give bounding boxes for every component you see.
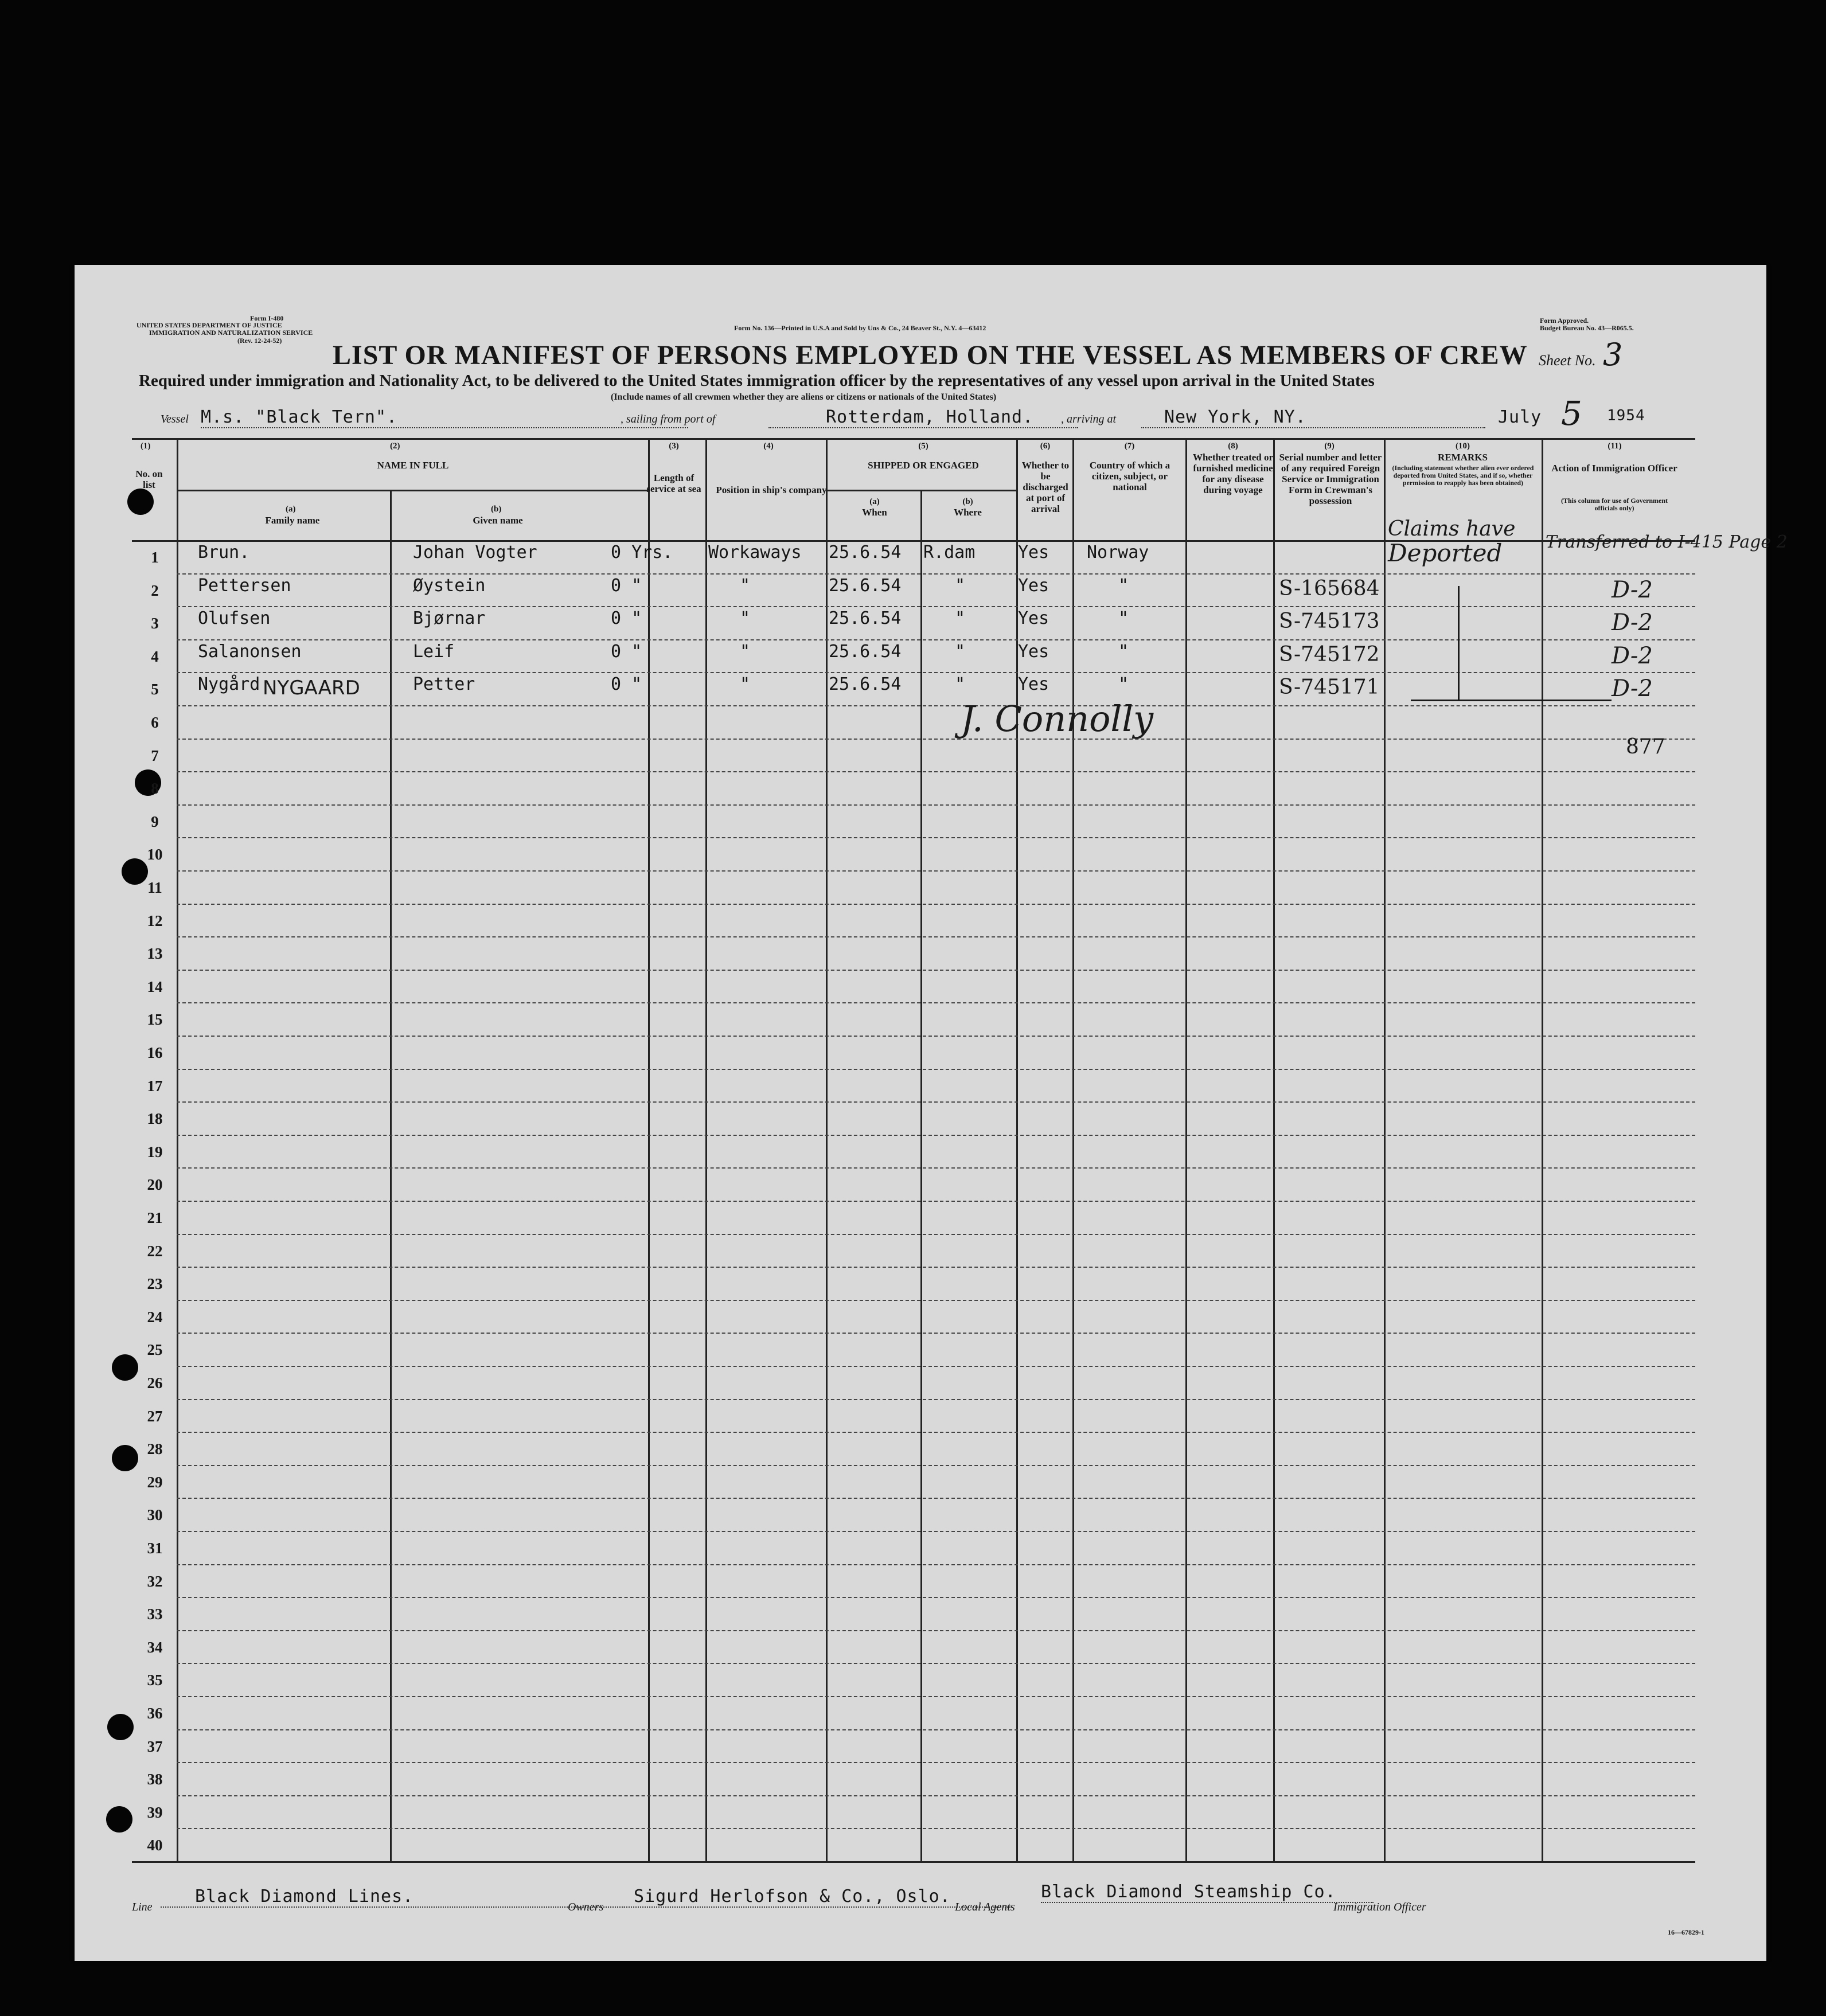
given-name-cell: Øystein	[413, 575, 486, 596]
revision: (Rev. 12-24-52)	[237, 337, 282, 345]
sheet-label: Sheet No.	[1539, 352, 1596, 369]
arrival-day: 5	[1561, 394, 1582, 433]
service-cell: 0 "	[611, 641, 642, 662]
punch-hole	[107, 1714, 134, 1740]
col4-number: (4)	[763, 442, 774, 451]
form-subtitle: Required under immigration and Nationality Act, to be delivered to the United States immigration officer by the representatives of any vessel upon arrival in the United States	[139, 372, 1375, 390]
column-rule	[1542, 438, 1543, 1861]
row-number: 20	[147, 1176, 163, 1194]
row-dotted-rule	[177, 1531, 1695, 1532]
vessel-name: M.s. "Black Tern".	[201, 407, 688, 428]
column-rule	[826, 438, 828, 1861]
row-dotted-rule	[177, 1432, 1695, 1433]
column-rule	[390, 490, 392, 1861]
column-rule	[1185, 438, 1187, 1861]
column-rule	[705, 438, 707, 1861]
port-to: New York, NY.	[1141, 407, 1485, 428]
col11-number: (11)	[1607, 442, 1622, 451]
row-dotted-rule	[177, 705, 1695, 706]
service-cell: 0 "	[611, 608, 642, 629]
row-number: 16	[147, 1044, 163, 1061]
budget-bureau: Budget Bureau No. 43—R065.5.	[1540, 324, 1634, 332]
action-cell: D-2	[1612, 642, 1653, 669]
row-number: 9	[151, 812, 159, 830]
form-approved: Form Approved.	[1540, 317, 1589, 325]
col8-number: (8)	[1228, 442, 1238, 451]
service-cell: 0 "	[611, 575, 642, 596]
row-dotted-rule	[177, 970, 1695, 971]
action-cell: D-2	[1612, 675, 1653, 702]
row-dotted-rule	[177, 672, 1695, 673]
col9-number: (9)	[1324, 442, 1335, 451]
row-dotted-rule	[177, 1828, 1695, 1829]
row-number: 37	[147, 1737, 163, 1755]
arrival-month: July	[1498, 407, 1542, 427]
shipped-where-cell: "	[955, 608, 966, 629]
col2a-number: (a)	[286, 505, 296, 514]
form-note: (Include names of all crewmen whether they are aliens or citizens or nationals of the United States)	[611, 392, 997, 402]
line-name: Black Diamond Lines.	[161, 1886, 637, 1908]
position-cell: Workaways	[708, 542, 802, 562]
column-rule	[1273, 438, 1275, 1861]
col1-number: (1)	[141, 442, 151, 451]
row-dotted-rule	[177, 904, 1695, 905]
col2a-header: Family name	[265, 515, 320, 526]
position-cell: "	[740, 608, 751, 629]
row-dotted-rule	[177, 804, 1695, 806]
row-number: 31	[147, 1540, 163, 1557]
row-dotted-rule	[177, 771, 1695, 772]
country-cell: "	[1118, 641, 1129, 662]
col5b-header: Where	[954, 507, 982, 518]
manifest-sheet	[75, 265, 1788, 1961]
row-dotted-rule	[177, 1300, 1695, 1301]
name-subheader-rule	[178, 490, 648, 491]
handwritten-nygaard: NYGAARD	[263, 677, 360, 700]
shipped-where-cell: "	[955, 575, 966, 596]
shipped-when-cell: 25.6.54	[829, 674, 902, 695]
row-number: 12	[147, 912, 163, 929]
row-number: 11	[147, 879, 162, 896]
discharged-cell: Yes	[1018, 575, 1049, 596]
service-cell: 0 "	[611, 674, 642, 695]
row-number: 34	[147, 1638, 163, 1656]
discharged-cell: Yes	[1018, 608, 1049, 629]
column-rule	[920, 490, 922, 1861]
col10-number: (10)	[1456, 442, 1470, 451]
row-dotted-rule	[177, 1498, 1695, 1499]
col11-note: (This column for use of Government officials only)	[1560, 497, 1668, 512]
handwritten-877: 877	[1626, 735, 1665, 759]
row-number: 1	[151, 549, 159, 566]
shipped-when-cell: 25.6.54	[829, 608, 902, 629]
serial-number-cell: S-745172	[1279, 642, 1380, 666]
action-cell: D-2	[1612, 610, 1653, 636]
row-number: 25	[147, 1341, 163, 1359]
punch-hole	[106, 1806, 132, 1833]
owners-label: Owners	[568, 1901, 604, 1913]
row-dotted-rule	[177, 1201, 1695, 1202]
row-number: 19	[147, 1143, 163, 1161]
row-number: 10	[147, 846, 163, 864]
row-number: 2	[151, 581, 159, 599]
punch-hole	[112, 1354, 138, 1381]
row-dotted-rule	[177, 1564, 1695, 1565]
position-cell: "	[740, 641, 751, 662]
row-dotted-rule	[177, 1333, 1695, 1334]
punch-hole	[112, 1445, 138, 1471]
family-name-cell: Brun.	[198, 542, 250, 562]
owners-name: Sigurd Herlofson & Co., Oslo.	[622, 1886, 1012, 1908]
sheet-number: 3	[1603, 337, 1623, 373]
row-dotted-rule	[177, 1795, 1695, 1796]
agents-name: Black Diamond Steamship Co.	[1041, 1882, 1374, 1903]
row-dotted-rule	[177, 1234, 1695, 1235]
serial-number-cell: S-165684	[1279, 576, 1380, 600]
row-number: 3	[151, 615, 159, 632]
row-number: 32	[147, 1572, 163, 1590]
form-number: Form I-480	[250, 314, 284, 322]
row-number: 27	[147, 1407, 163, 1425]
row-number: 13	[147, 945, 163, 963]
form-title: LIST OR MANIFEST OF PERSONS EMPLOYED ON THE VESSEL AS MEMBERS OF CREW	[333, 340, 1528, 370]
row-dotted-rule	[177, 1267, 1695, 1268]
shipped-where-cell: "	[955, 641, 966, 662]
shipped-when-cell: 25.6.54	[829, 641, 902, 662]
discharged-cell: Yes	[1018, 674, 1049, 695]
port-from: Rotterdam, Holland.	[768, 407, 1078, 428]
row-number: 30	[147, 1506, 163, 1524]
row-dotted-rule	[177, 837, 1695, 838]
arriving-label: , arriving at	[1061, 413, 1117, 425]
country-cell: "	[1118, 674, 1129, 695]
row-number: 23	[147, 1275, 163, 1293]
sailing-label: , sailing from port of	[621, 413, 716, 425]
table-bottom-rule	[132, 1861, 1695, 1863]
row-dotted-rule	[177, 1597, 1695, 1598]
col6-header: Whether to be discharged at port of arrival	[1021, 460, 1070, 514]
row-dotted-rule	[177, 1696, 1695, 1697]
col7-header: Country of which a citizen, subject, or national	[1089, 460, 1170, 493]
discharged-cell: Yes	[1018, 641, 1049, 662]
col10-header: REMARKS	[1438, 452, 1488, 463]
line-label: Line	[132, 1901, 153, 1913]
country-cell: "	[1118, 575, 1129, 596]
row-dotted-rule	[177, 1729, 1695, 1730]
col10-note: (Including statement whether alien ever ordered deported from United States, and if so, whether permission to reapply has been obtained)	[1392, 464, 1534, 487]
col5a-number: (a)	[869, 497, 880, 506]
row-number: 36	[147, 1705, 163, 1722]
row-number: 8	[151, 780, 159, 798]
country-cell: "	[1118, 608, 1129, 629]
given-name-cell: Johan Vogter	[413, 542, 537, 562]
row-number: 28	[147, 1440, 163, 1458]
action-cell: Transferred to I-415 Page 2	[1546, 532, 1788, 552]
row-number: 15	[147, 1011, 163, 1029]
row-dotted-rule	[177, 1762, 1695, 1763]
col5-number: (5)	[918, 442, 928, 451]
row-dotted-rule	[177, 936, 1695, 937]
service-cell: 0 Yrs.	[611, 542, 673, 562]
row-dotted-rule	[177, 1167, 1695, 1169]
row-dotted-rule	[177, 1002, 1695, 1003]
family-name-cell: Nygård	[198, 674, 260, 695]
row-number: 21	[147, 1209, 163, 1226]
column-rule	[177, 438, 178, 1861]
row-dotted-rule	[177, 1069, 1695, 1070]
col8-header: Whether treated or furnished medicine for any disease during voyage	[1192, 452, 1274, 495]
family-name-cell: Salanonsen	[198, 641, 302, 662]
row-number: 33	[147, 1605, 163, 1623]
remarks-bracket-base	[1411, 700, 1612, 701]
given-name-cell: Leif	[413, 641, 455, 662]
handwritten-remarks-claims: Claims have	[1388, 517, 1516, 541]
column-rule	[648, 438, 650, 1861]
col11-header: Action of Immigration Officer	[1551, 463, 1677, 474]
shipped-where-cell: R.dam	[923, 542, 976, 562]
remarks-bracket	[1458, 586, 1460, 701]
col5a-header: When	[862, 507, 887, 518]
agents-label: Local Agents	[955, 1901, 1015, 1913]
row-number: 7	[151, 747, 159, 764]
given-name-cell: Petter	[413, 674, 475, 695]
row-dotted-rule	[177, 1663, 1695, 1664]
action-cell: D-2	[1612, 576, 1653, 603]
family-name-cell: Olufsen	[198, 608, 271, 629]
col7-number: (7)	[1124, 442, 1135, 451]
col4-header: Position in ship's company	[716, 485, 827, 495]
col5-header: SHIPPED OR ENGAGED	[868, 460, 979, 471]
row-dotted-rule	[177, 1036, 1695, 1037]
form-code: 16—67829-1	[1668, 1928, 1704, 1936]
row-dotted-rule	[177, 573, 1695, 575]
row-number: 29	[147, 1473, 163, 1491]
col2b-number: (b)	[491, 505, 502, 514]
row-number: 22	[147, 1242, 163, 1260]
row-number: 40	[147, 1837, 163, 1854]
row-number: 17	[147, 1077, 163, 1095]
given-name-cell: Bjørnar	[413, 608, 486, 629]
discharged-cell: Yes	[1018, 542, 1049, 562]
row-dotted-rule	[177, 1366, 1695, 1367]
row-dotted-rule	[177, 739, 1695, 740]
table-top-rule	[132, 438, 1695, 440]
family-name-cell: Pettersen	[198, 575, 291, 596]
row-dotted-rule	[177, 870, 1695, 872]
column-rule	[1072, 438, 1074, 1861]
col2b-header: Given name	[473, 515, 523, 526]
position-cell: "	[740, 674, 751, 695]
serial-number-cell: S-745171	[1279, 675, 1380, 700]
row-dotted-rule	[177, 639, 1695, 640]
row-number: 5	[151, 681, 159, 698]
serial-number-cell: S-745173	[1279, 610, 1380, 634]
country-cell: Norway	[1087, 542, 1149, 562]
column-rule	[1384, 438, 1386, 1861]
row-number: 4	[151, 647, 159, 665]
row-number: 18	[147, 1110, 163, 1128]
arrival-year: 1954	[1607, 407, 1645, 424]
col3-number: (3)	[669, 442, 679, 451]
shipped-when-cell: 25.6.54	[829, 575, 902, 596]
row-number: 35	[147, 1671, 163, 1689]
row-dotted-rule	[177, 1135, 1695, 1136]
col2-number: (2)	[390, 442, 400, 451]
officer-label: Immigration Officer	[1333, 1901, 1426, 1913]
service: IMMIGRATION AND NATURALIZATION SERVICE	[149, 329, 313, 337]
row-dotted-rule	[177, 1101, 1695, 1103]
col5b-number: (b)	[962, 497, 973, 506]
vessel-label: Vessel	[161, 413, 189, 425]
row-number: 14	[147, 978, 163, 995]
row-number: 6	[151, 714, 159, 731]
row-dotted-rule	[177, 1399, 1695, 1400]
officer-signature: J. Connolly	[961, 698, 1154, 740]
col9-header: Serial number and letter of any required Foreign Service or Immigration Form in Crewman's possession	[1279, 452, 1382, 506]
position-cell: "	[740, 575, 751, 596]
row-number: 24	[147, 1308, 163, 1326]
row-dotted-rule	[177, 606, 1695, 607]
row-number: 39	[147, 1803, 163, 1821]
printer-line: Form No. 136—Printed in U.S.A and Sold by Uns & Co., 24 Beaver St., N.Y. 4—63412	[734, 324, 986, 332]
row-number: 26	[147, 1374, 163, 1392]
row-dotted-rule	[177, 1465, 1695, 1466]
col1-header: No. on list	[135, 468, 163, 490]
row-number: 38	[147, 1771, 163, 1788]
punch-hole	[127, 489, 154, 515]
handwritten-remarks-deported: Deported	[1388, 539, 1503, 567]
row-dotted-rule	[177, 1630, 1695, 1631]
department: UNITED STATES DEPARTMENT OF JUSTICE	[136, 321, 282, 329]
shipped-when-cell: 25.6.54	[829, 542, 902, 562]
col2-header: NAME IN FULL	[377, 460, 449, 471]
shipped-where-cell: "	[955, 674, 966, 695]
col3-header: Length of service at sea	[646, 472, 701, 494]
col6-number: (6)	[1040, 442, 1051, 451]
